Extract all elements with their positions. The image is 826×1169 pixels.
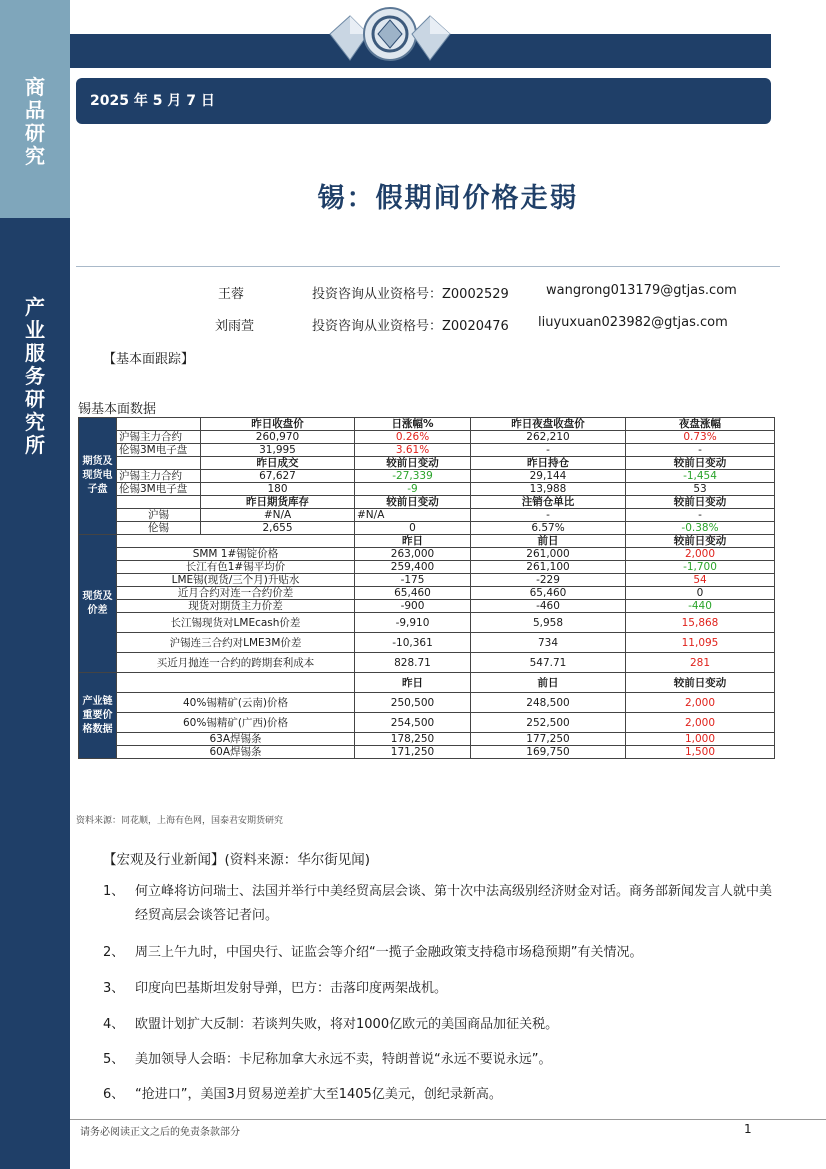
news-heading: 【宏观及行业新闻】(资料来源：华尔街见闻) [103,852,371,868]
sidebar-char: 研 [25,121,45,145]
footer-divider [70,1119,826,1120]
author-email[interactable]: wangrong013179@gtjas.com [546,283,737,298]
sidebar-char: 究 [25,144,45,168]
table-row: 63A焊锡条 178,250 177,250 1,000 [79,733,775,746]
news-text: “抢进口”，美国3月贸易逆差扩大至1405亿美元，创纪录新高。 [135,1087,502,1102]
section-label: 现货及价差 [79,535,117,673]
table-header-row: 昨日成交 较前日变动 昨日持仓 较前日变动 [79,457,775,470]
news-number: 5、 [103,1052,125,1067]
author-email[interactable]: liuyuxuan023982@gtjas.com [538,315,728,330]
news-number: 2、 [103,945,125,960]
news-text: 印度向巴基斯坦发射导弹，巴方：击落印度两架战机。 [135,981,448,996]
sidebar-char: 务 [25,364,45,388]
author-name: 刘雨萱 [215,319,255,334]
table-row: 沪锡 #N/A #N/A - - [79,509,775,522]
sidebar-char: 服 [25,341,45,365]
report-title: 锡：假期间价格走弱 [317,183,579,214]
author-cert: 投资咨询从业资格号：Z0002529 [312,287,509,302]
news-text: 何立峰将访问瑞士、法国并举行中美经贸高层会谈、第十次中法高级别经济财金对话。商务部新闻发言人就中美经贸高层会谈答记者问。 [135,884,773,923]
table-row: 40%锡精矿(云南)价格 250,500 248,500 2,000 [79,693,775,713]
fundamentals-table [78,417,775,759]
sidebar-label-commodity-research [0,76,70,168]
table-row: 伦锡3M电子盘 31,995 3.61% - - [79,444,775,457]
news-text: 周三上午九时，中国央行、证监会等介绍“一揽子金融政策支持稳市场稳预期”有关情况。 [135,945,643,960]
table-row: 沪锡连三合约对LME3M价差 -10,361 734 11,095 [79,633,775,653]
table-source: 资料来源：同花顺，上海有色网，国泰君安期货研究 [76,816,284,826]
disclaimer-notice: 请务必阅读正文之后的免责条款部分 [80,1127,240,1138]
table-row: 长江锡现货对LMEcash价差 -9,910 5,958 15,868 [79,613,775,633]
table-row: 买近月抛连一合约的跨期套利成本 828.71 547.71 281 [79,653,775,673]
news-number: 1、 [103,884,125,899]
table-header-row: 产业链重要价格数据 昨日 前日 较前日变动 [79,673,775,693]
sidebar-char: 所 [25,433,45,457]
table-row: 现货对期货主力价差 -900 -460 -440 [79,600,775,613]
report-date: 2025 年 5 月 7 日 [90,93,215,109]
fundamentals-heading: 【基本面跟踪】 [103,352,195,367]
sidebar-char: 品 [25,98,45,122]
sidebar-char: 产 [25,295,45,319]
table-row: 伦锡3M电子盘 180 -9 13,988 53 [79,483,775,496]
author-cert: 投资咨询从业资格号：Z0020476 [312,319,509,334]
table-header-row: 现货及价差 昨日 前日 较前日变动 [79,535,775,548]
news-number: 4、 [103,1017,125,1032]
diamond-logo-icon [320,4,460,66]
table-row: 沪锡主力合约 67,627 -27,339 29,144 -1,454 [79,470,775,483]
news-number: 3、 [103,981,125,996]
news-text: 美加领导人会晤：卡尼称加拿大永远不卖，特朗普说“永远不要说永远”。 [135,1052,552,1067]
table-row: 60%锡精矿(广西)价格 254,500 252,500 2,000 [79,713,775,733]
table-row: 长江有色1#锡平均价 259,400 261,100 -1,700 [79,561,775,574]
table-row: 沪锡主力合约 260,970 0.26% 262,210 0.73% [79,431,775,444]
title-divider [76,266,780,267]
sidebar-label-institute [0,296,70,457]
table-header-row: 期货及现货电子盘 昨日收盘价 日涨幅% 昨日夜盘收盘价 夜盘涨幅 [79,418,775,431]
table-caption: 锡基本面数据 [78,402,157,417]
sidebar-char: 商 [25,75,45,99]
news-number: 6、 [103,1087,125,1102]
section-label: 期货及现货电子盘 [79,418,117,535]
sidebar-char: 业 [25,318,45,342]
page-number: 1 [744,1122,752,1136]
table-row: LME锡(现货/三个月)升贴水 -175 -229 54 [79,574,775,587]
news-text: 欧盟计划扩大反制：若谈判失败，将对1000亿欧元的美国商品加征关税。 [135,1017,559,1032]
table-row: 伦锡 2,655 0 6.57% -0.38% [79,522,775,535]
table-row: 近月合约对连一合约价差 65,460 65,460 0 [79,587,775,600]
table-row: SMM 1#锡锭价格 263,000 261,000 2,000 [79,548,775,561]
table-header-row: 昨日期货库存 较前日变动 注销仓单比 较前日变动 [79,496,775,509]
section-label: 产业链重要价格数据 [79,673,117,759]
date-bar [76,78,771,124]
sidebar-char: 究 [25,410,45,434]
author-name: 王蓉 [218,287,245,302]
sidebar-char: 研 [25,387,45,411]
table-row: 60A焊锡条 171,250 169,750 1,500 [79,746,775,759]
